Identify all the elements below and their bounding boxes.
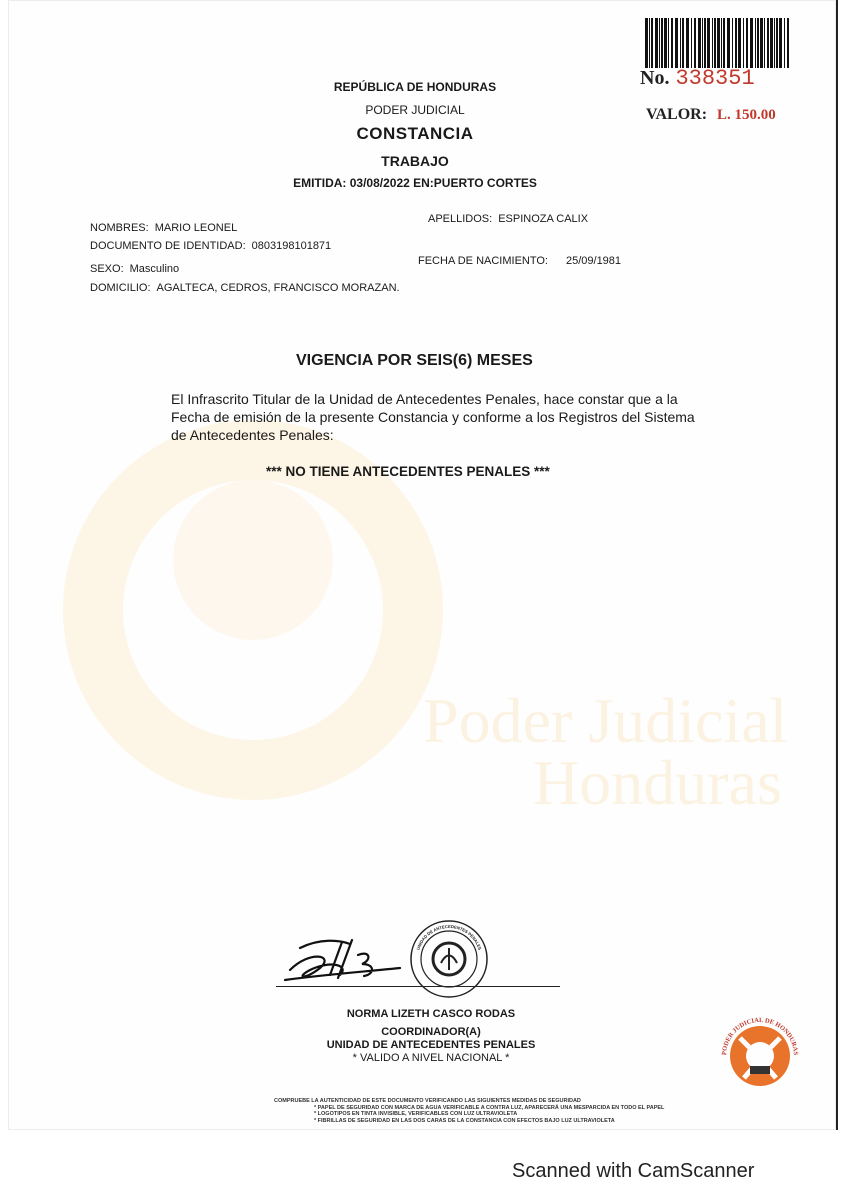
serial-value: 338351 xyxy=(675,66,755,91)
vigencia-heading: VIGENCIA POR SEIS(6) MESES xyxy=(296,352,533,369)
official-seal xyxy=(408,918,490,1000)
barcode-bar xyxy=(735,18,737,68)
sexo-label: SEXO: xyxy=(90,263,124,275)
barcode-bar xyxy=(755,18,756,68)
field-nombres xyxy=(90,222,237,234)
handwritten-signature xyxy=(280,930,410,990)
barcode-bar xyxy=(651,18,653,68)
barcode-bar xyxy=(779,18,782,68)
document-title: CONSTANCIA xyxy=(356,124,474,143)
domicilio-label: DOMICILIO: xyxy=(90,282,151,294)
barcode-bar xyxy=(732,18,733,68)
emission-info: EMITIDA: 03/08/2022 EN:PUERTO CORTES xyxy=(293,176,537,190)
field-nacimiento xyxy=(418,255,621,267)
barcode-bar xyxy=(707,18,710,68)
watermark-emblem-center xyxy=(173,480,333,640)
barcode-bar xyxy=(743,18,744,68)
field-domicilio xyxy=(90,282,400,294)
barcode-bar xyxy=(661,18,663,68)
barcode-bar xyxy=(675,18,678,68)
barcode-bar xyxy=(686,18,689,68)
apellidos-label: APELLIDOS: xyxy=(428,213,493,225)
header-institution: PODER JUDICIAL xyxy=(365,103,465,117)
serial-number xyxy=(640,66,755,91)
apellidos-value: ESPINOZA CALIX xyxy=(498,213,589,225)
nombres-label: NOMBRES: xyxy=(90,222,149,234)
footer-line2: * PAPEL DE SEGURIDAD CON MARCA DE AGUA VERIFICABLE A CONTRA LUZ, APARECERÁ UNA MESPARCIDA EN TODO EL PAPEL xyxy=(314,1104,665,1111)
nacimiento-value: 25/09/1981 xyxy=(565,255,622,267)
signatory-role: COORDINADOR(A) xyxy=(381,1026,481,1038)
barcode-bar xyxy=(682,18,684,68)
valor xyxy=(646,106,776,124)
barcode-bar xyxy=(776,18,778,68)
document-page xyxy=(8,0,838,1130)
signatory-unit: UNIDAD DE ANTECEDENTES PENALES xyxy=(326,1039,536,1051)
barcode-bar xyxy=(671,18,673,68)
barcode-bar xyxy=(645,18,648,68)
barcode-bar xyxy=(774,18,775,68)
watermark-line1: Poder Judicial xyxy=(423,685,788,756)
barcode-bar xyxy=(655,18,658,68)
barcode-bar xyxy=(691,18,692,68)
barcode-bar xyxy=(714,18,716,68)
poder-judicial-logo xyxy=(714,1008,806,1100)
result-statement: *** NO TIENE ANTECEDENTES PENALES *** xyxy=(266,464,550,479)
barcode-bar xyxy=(738,18,741,68)
barcode-bar xyxy=(680,18,681,68)
barcode-bar xyxy=(702,18,703,68)
documento-label: DOCUMENTO DE IDENTIDAD: xyxy=(90,240,246,252)
footer-line3: * LOGOTIPOS EN TINTA INVISIBLE, VERIFICABLES CON LUZ ULTRAVIOLETA xyxy=(314,1111,518,1117)
barcode-bar xyxy=(750,18,753,68)
signatory-block xyxy=(290,1008,572,1065)
document-type: TRABAJO xyxy=(381,153,449,169)
barcode-bar xyxy=(764,18,765,68)
field-apellidos xyxy=(428,213,588,225)
logo-text: PODER JUDICIAL DE HONDURAS xyxy=(720,1016,800,1056)
barcode-bar xyxy=(757,18,759,68)
signatory-name: NORMA LIZETH CASCO RODAS xyxy=(346,1008,516,1020)
barcode-bar xyxy=(760,18,763,68)
field-sexo xyxy=(90,263,179,275)
footer-line1: COMPRUEBE LA AUTENTICIDAD DE ESTE DOCUMENTO VERIFICANDO LAS SIGUIENTES MEDIDAS DE SEGURIDAD xyxy=(274,1098,581,1104)
domicilio-value: AGALTECA, CEDROS, FRANCISCO MORAZAN. xyxy=(156,282,400,294)
barcode-bar xyxy=(770,18,773,68)
barcode-bar xyxy=(721,18,722,68)
signatory-validity: * VALIDO A NIVEL NACIONAL * xyxy=(352,1052,510,1064)
header-country: REPÚBLICA DE HONDURAS xyxy=(333,80,497,94)
barcode-bar xyxy=(664,18,667,68)
barcode-bar xyxy=(668,18,669,68)
certification-text: El Infrascrito Titular de la Unidad de Antecedentes Penales, hace constar que a la Fecha de emisión de la presente Constancia y conforme a los Registros del Sistema de Antecedentes Penales: xyxy=(171,391,695,443)
barcode-bar xyxy=(723,18,725,68)
barcode-bar xyxy=(727,18,730,68)
field-documento xyxy=(90,240,331,252)
valor-value: L. 150.00 xyxy=(717,107,776,123)
scanner-caption: Scanned with CamScanner xyxy=(512,1160,755,1182)
signature-line xyxy=(276,986,560,987)
security-footer xyxy=(274,1098,664,1124)
barcode-bar xyxy=(784,18,785,68)
barcode-bar xyxy=(712,18,713,68)
nacimiento-label: FECHA DE NACIMIENTO: xyxy=(418,255,548,267)
barcode-bar xyxy=(767,18,769,68)
serial-label: No. xyxy=(640,67,670,89)
watermark-line2: Honduras xyxy=(533,747,782,818)
svg-text:UNIDAD DE ANTECEDENTES PENALES xyxy=(415,924,482,951)
nombres-value: MARIO LEONEL xyxy=(154,222,238,234)
sexo-value: Masculino xyxy=(129,263,180,275)
barcode xyxy=(643,18,793,68)
documento-value: 0803198101871 xyxy=(251,240,332,252)
barcode-bar xyxy=(704,18,706,68)
barcode-bar xyxy=(698,18,701,68)
barcode-bar xyxy=(787,18,789,68)
barcode-bar xyxy=(649,18,650,68)
seal-text: UNIDAD DE ANTECEDENTES PENALES xyxy=(415,923,483,951)
valor-label: VALOR: xyxy=(646,106,708,123)
barcode-bar xyxy=(659,18,660,68)
barcode-bar xyxy=(746,18,748,68)
footer-line4: * FIBRILLAS DE SEGURIDAD EN LAS DOS CARAS DE LA CONSTANCIA CON EFECTOS BAJO LUZ ULTRAVIOLETA xyxy=(314,1117,615,1124)
watermark-text xyxy=(423,685,788,818)
barcode-bar xyxy=(717,18,720,68)
barcode-bar xyxy=(694,18,696,68)
